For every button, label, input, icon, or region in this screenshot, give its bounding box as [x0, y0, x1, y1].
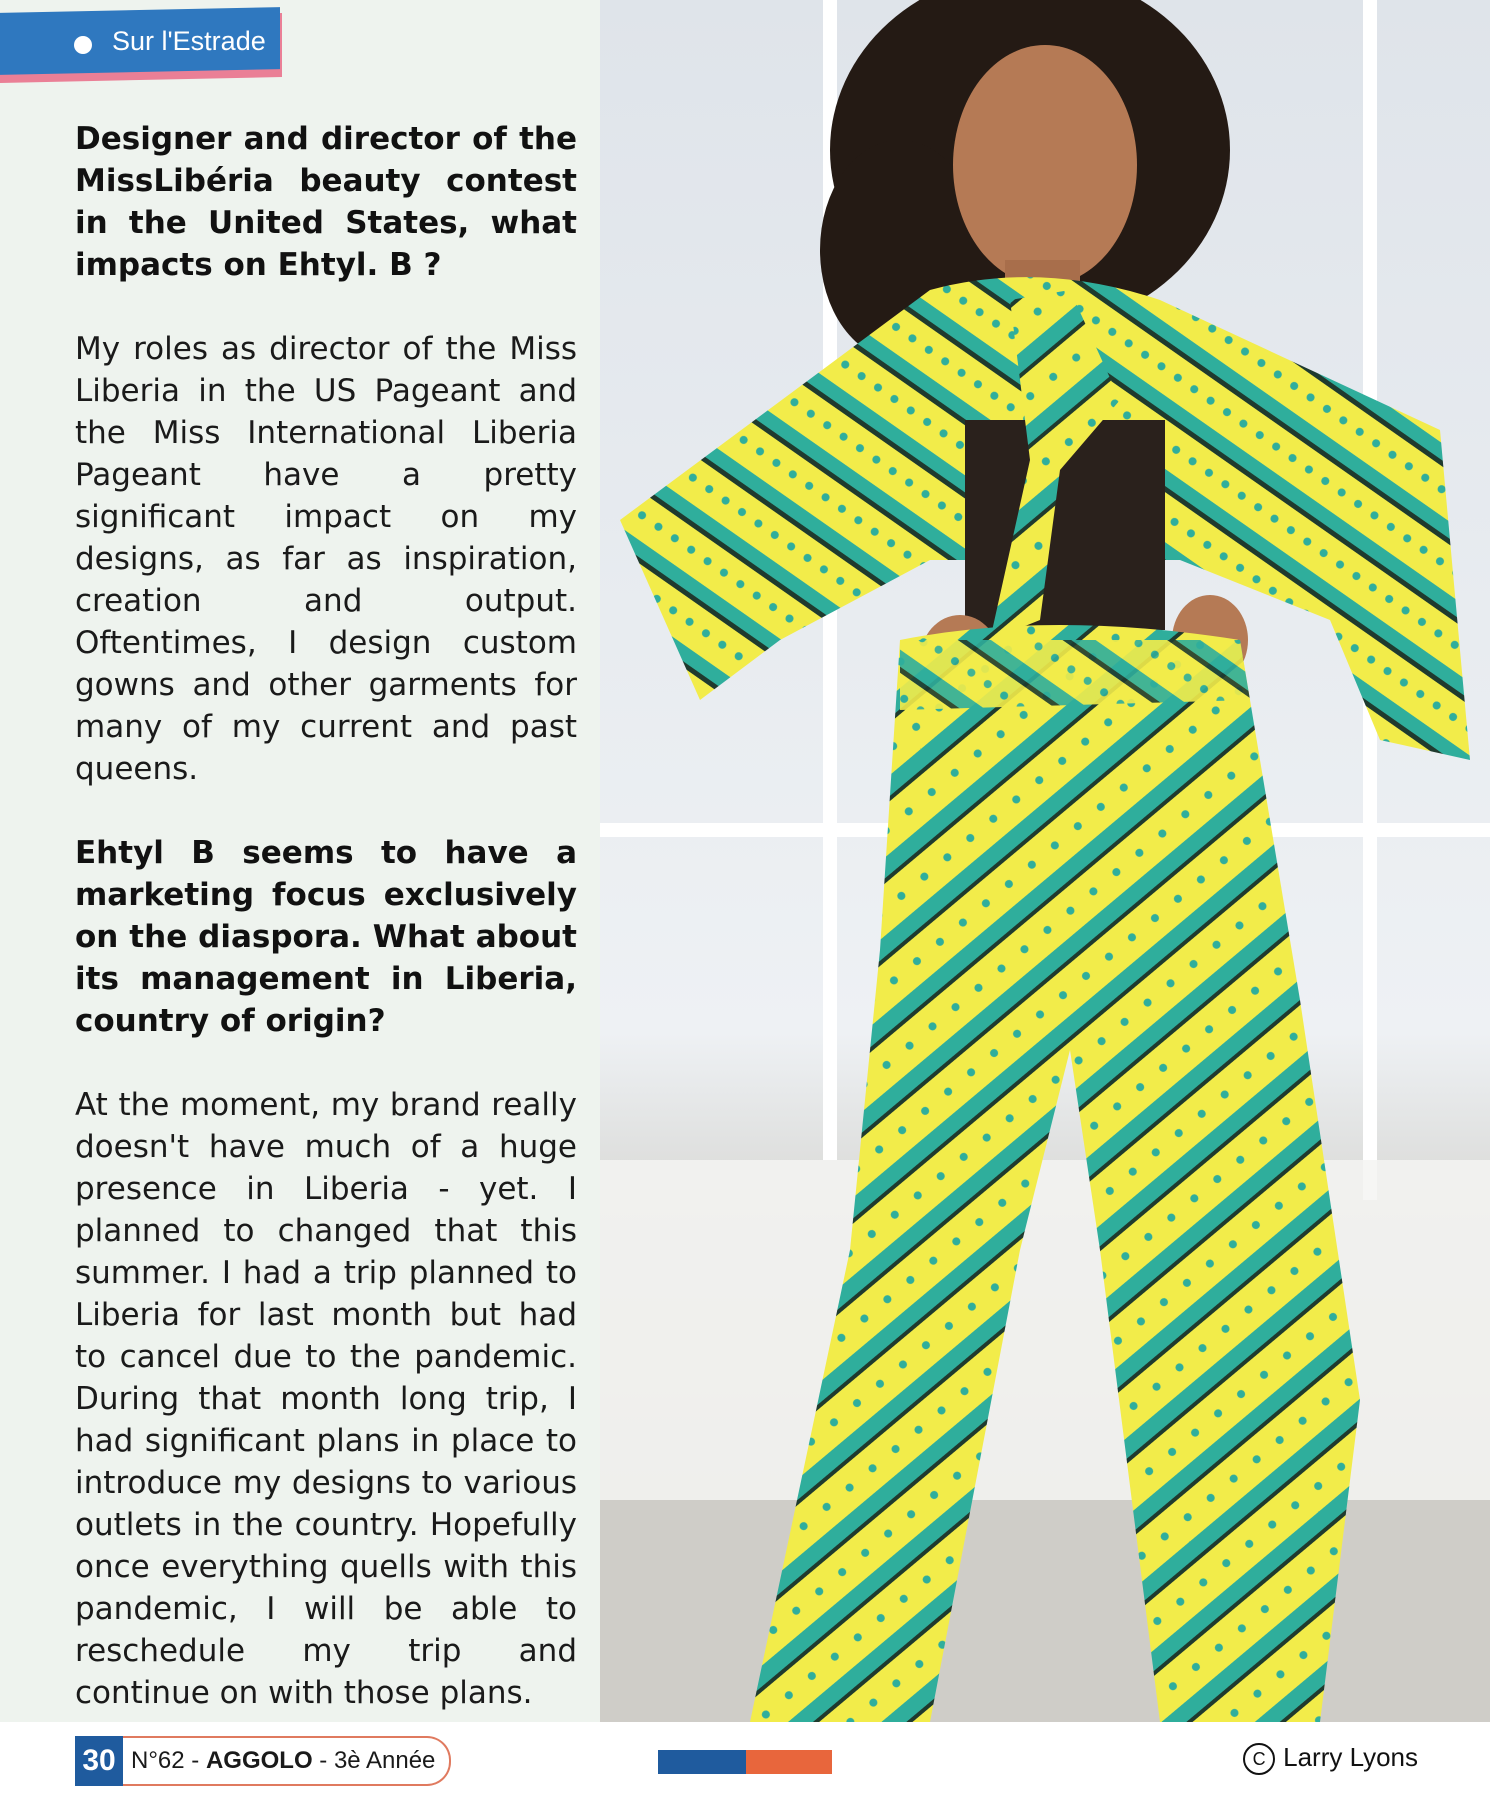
section-tag — [0, 10, 282, 72]
magazine-name: AGGOLO — [205, 1747, 313, 1774]
face — [953, 45, 1137, 285]
footer-color-bar-blue — [658, 1750, 746, 1774]
fashion-photo — [600, 0, 1490, 1722]
bullet-dot-icon — [74, 36, 92, 54]
copyright-icon: C — [1243, 1743, 1275, 1775]
photo-credit-name: Larry Lyons — [1283, 1742, 1418, 1772]
article-body — [75, 118, 577, 1756]
pavement — [600, 1500, 1490, 1722]
question-1: Designer and director of the MissLibéria beauty contest in the United States, what impacts on Ehtyl. B ? — [75, 121, 577, 283]
question-2: Ehtyl B seems to have a marketing focus exclusively on the diaspora. What about its management in Liberia, country of origin? — [75, 835, 577, 1039]
answer-2: At the moment, my brand really doesn't have much of a huge presence in Liberia - yet. I planned to changed that this summer. I had a trip planned to Liberia for last month but had to cancel due to the pandemic. During that month long trip, I had significant plans in place to introduce my designs to various outlets in the country. Hopefully once everything quells with this pandemic, I will be able to reschedule my trip and continue on with those plans. — [75, 1087, 577, 1711]
section-tag-label: Sur l'Estrade — [112, 26, 266, 56]
fashion-photo-illustration — [600, 0, 1490, 1722]
issue-prefix: N°62 - — [131, 1747, 206, 1774]
photo-credit — [1243, 1742, 1418, 1775]
page-footer — [0, 1722, 1490, 1800]
page-number: 30 — [75, 1736, 123, 1786]
article-text-column — [0, 0, 600, 1722]
issue-info — [123, 1736, 451, 1786]
answer-1: My roles as director of the Miss Liberia in the US Pageant and the Miss International Liberia Pageant have a pretty significant impact on my designs, as far as inspiration, creation and output. Oftentimes, I design custom gowns and other garments for many of my current and past queens. — [75, 331, 577, 787]
issue-suffix: - 3è Année — [312, 1747, 436, 1774]
footer-color-bar-orange — [746, 1750, 832, 1774]
